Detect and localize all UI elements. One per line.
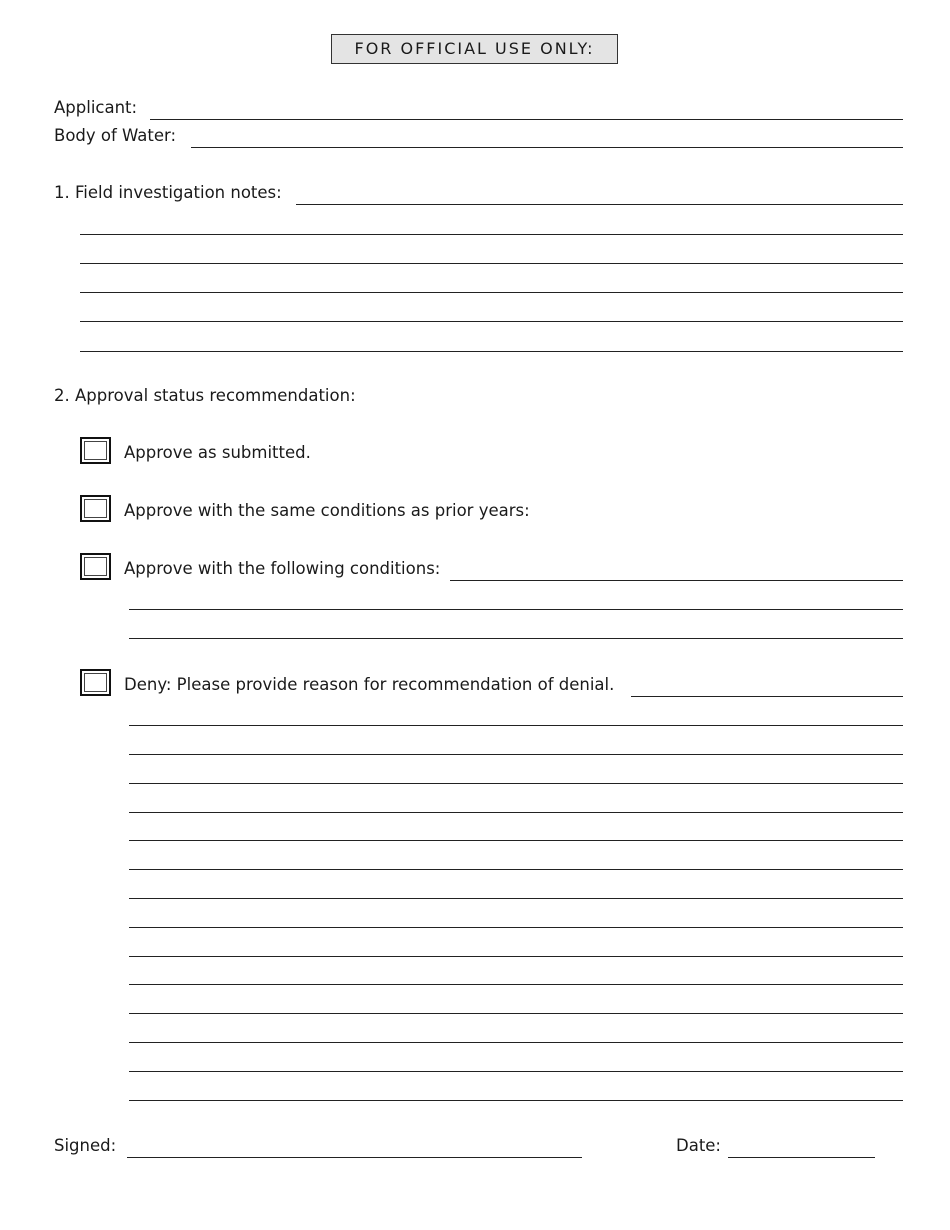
denial-reason-line[interactable]: [129, 783, 903, 784]
approve-following-conditions-checkbox[interactable]: [80, 553, 111, 580]
denial-reason-line[interactable]: [129, 1013, 903, 1014]
approve-following-conditions-label: Approve with the following conditions:: [124, 559, 441, 578]
notes-line[interactable]: [80, 321, 903, 322]
approval-status-label: 2. Approval status recommendation:: [54, 386, 356, 405]
denial-reason-line[interactable]: [129, 898, 903, 899]
date-label: Date:: [676, 1136, 721, 1155]
denial-reason-line[interactable]: [129, 812, 903, 813]
denial-reason-line[interactable]: [129, 927, 903, 928]
signature-line[interactable]: [127, 1157, 582, 1158]
notes-line[interactable]: [80, 234, 903, 235]
approve-same-conditions-label: Approve with the same conditions as prior years:: [124, 501, 530, 520]
body-of-water-label: Body of Water:: [54, 126, 177, 145]
notes-line[interactable]: [296, 204, 903, 205]
notes-line[interactable]: [80, 292, 903, 293]
denial-reason-line[interactable]: [129, 840, 903, 841]
body-of-water-input-line[interactable]: [191, 147, 903, 148]
approve-same-conditions-checkbox[interactable]: [80, 495, 111, 522]
denial-reason-line[interactable]: [129, 869, 903, 870]
approve-as-submitted-label: Approve as submitted.: [124, 443, 311, 462]
notes-line[interactable]: [80, 351, 903, 352]
official-use-header: FOR OFFICIAL USE ONLY:: [331, 34, 618, 64]
deny-checkbox[interactable]: [80, 669, 111, 696]
denial-reason-line[interactable]: [129, 725, 903, 726]
denial-reason-line[interactable]: [129, 1071, 903, 1072]
denial-reason-line[interactable]: [129, 1100, 903, 1101]
conditions-line[interactable]: [129, 638, 903, 639]
deny-label: Deny: Please provide reason for recommendation of denial.: [124, 675, 615, 694]
field-investigation-notes-label: 1. Field investigation notes:: [54, 183, 282, 202]
denial-reason-line[interactable]: [129, 956, 903, 957]
notes-line[interactable]: [80, 263, 903, 264]
conditions-line[interactable]: [450, 580, 903, 581]
denial-reason-line[interactable]: [129, 984, 903, 985]
denial-reason-line[interactable]: [129, 1042, 903, 1043]
approve-as-submitted-checkbox[interactable]: [80, 437, 111, 464]
applicant-label: Applicant:: [54, 98, 138, 117]
conditions-line[interactable]: [129, 609, 903, 610]
signed-label: Signed:: [54, 1136, 117, 1155]
applicant-input-line[interactable]: [150, 119, 903, 120]
denial-reason-line[interactable]: [631, 696, 903, 697]
denial-reason-line[interactable]: [129, 754, 903, 755]
date-line[interactable]: [728, 1157, 875, 1158]
